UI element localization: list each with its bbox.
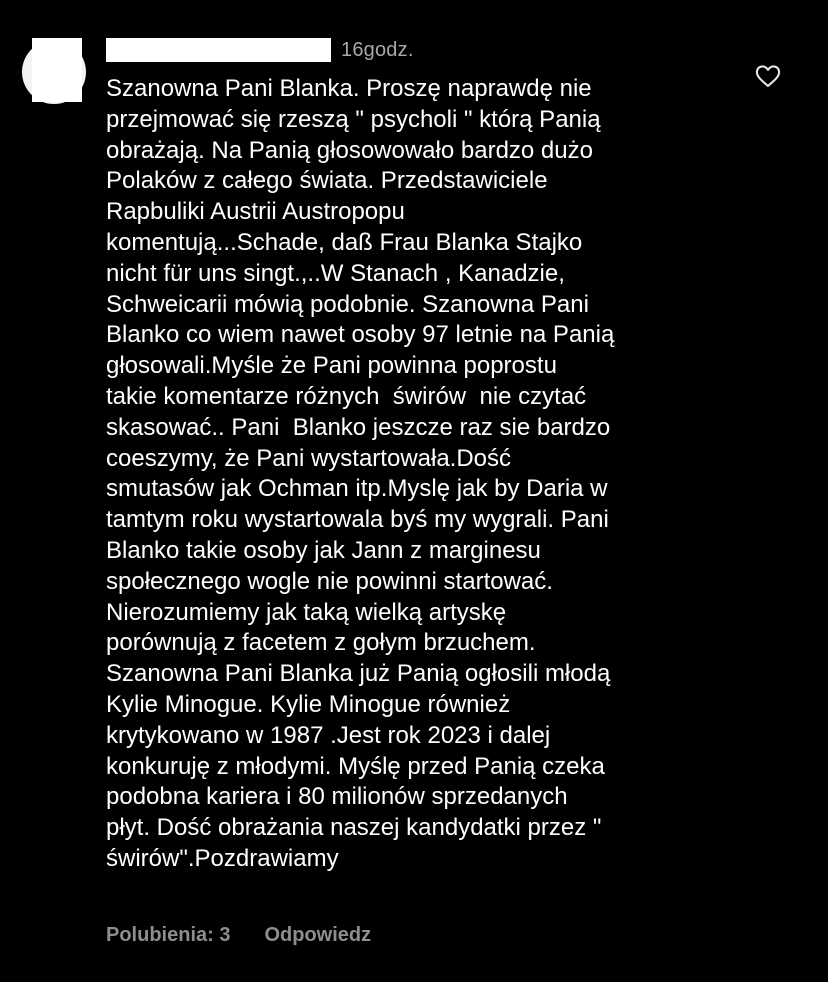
- comment-line: Szanowna Pani Blanka już Panią ogłosili młodą: [106, 660, 611, 688]
- reply-button[interactable]: Odpowiedz: [264, 924, 372, 946]
- comment-line: świrów".Pozdrawiamy: [106, 844, 339, 872]
- comment-line: Blanko co wiem nawet osoby 97 letnie na Panią: [106, 321, 615, 349]
- comment-line: coeszymy, że Pani wystartowała.Dość: [106, 444, 512, 472]
- comment-line: komentują...Schade, daß Frau Blanka Stajko: [106, 228, 583, 256]
- heart-outline-icon: [754, 62, 782, 90]
- comment-line: porównują z facetem z gołym brzuchem.: [106, 629, 536, 657]
- comment-actions: [106, 924, 371, 947]
- comment-line: płyt. Dość obrażania naszej kandydatki przez ": [106, 814, 602, 842]
- comment-line: Kylie Minogue. Kylie Minogue również: [106, 690, 511, 718]
- timestamp: 16godz.: [341, 38, 414, 61]
- comment-line: Schweicarii mówią podobnie. Szanowna Pani: [106, 290, 589, 318]
- comment-line: Rapbuliki Austrii Austropopu: [106, 198, 405, 226]
- comment-text: [106, 74, 746, 875]
- likes-count-link[interactable]: Polubienia: 3: [106, 924, 231, 946]
- comment-line: Szanowna Pani Blanka. Proszę naprawdę nie: [106, 75, 592, 102]
- avatar-redaction: [32, 38, 82, 102]
- comment-header: [106, 36, 414, 64]
- comment-line: podobna kariera i 80 milionów sprzedanych: [106, 783, 568, 811]
- comment-line: Polaków z całego świata. Przedstawiciele: [106, 167, 548, 195]
- comment-line: społecznego wogle nie powinni startować.: [106, 567, 553, 595]
- comment-line: skasować.. Pani Blanko jeszcze raz sie bardzo: [106, 413, 611, 441]
- comment-line: smutasów jak Ochman itp.Myslę jak by Daria w: [106, 475, 608, 503]
- comment-line: krytykowano w 1987 .Jest rok 2023 i dalej: [106, 721, 551, 749]
- comment-line: nicht für uns singt.,..W Stanach , Kanadzie,: [106, 259, 565, 287]
- comment-line: konkuruję z młodymi. Myślę przed Panią czeka: [106, 752, 605, 780]
- comment-line: Nierozumiemy jak taką wielką artyskę: [106, 598, 507, 626]
- comment-line: Blanko takie osoby jak Jann z marginesu: [106, 536, 541, 564]
- comment-line: głosowali.Myśle że Pani powinna poprostu: [106, 352, 557, 380]
- like-button[interactable]: [754, 62, 782, 90]
- comment-line: takie komentarze różnych świrów nie czytać: [106, 382, 587, 410]
- comment-line: tamtym roku wystartowala byś my wygrali. Pani: [106, 506, 609, 534]
- comment-line: obrażają. Na Panią głosowowało bardzo dużo: [106, 136, 593, 164]
- username-redaction: [106, 38, 331, 62]
- comment-line: przejmować się rzeszą " psycholi " którą Panią: [106, 105, 601, 133]
